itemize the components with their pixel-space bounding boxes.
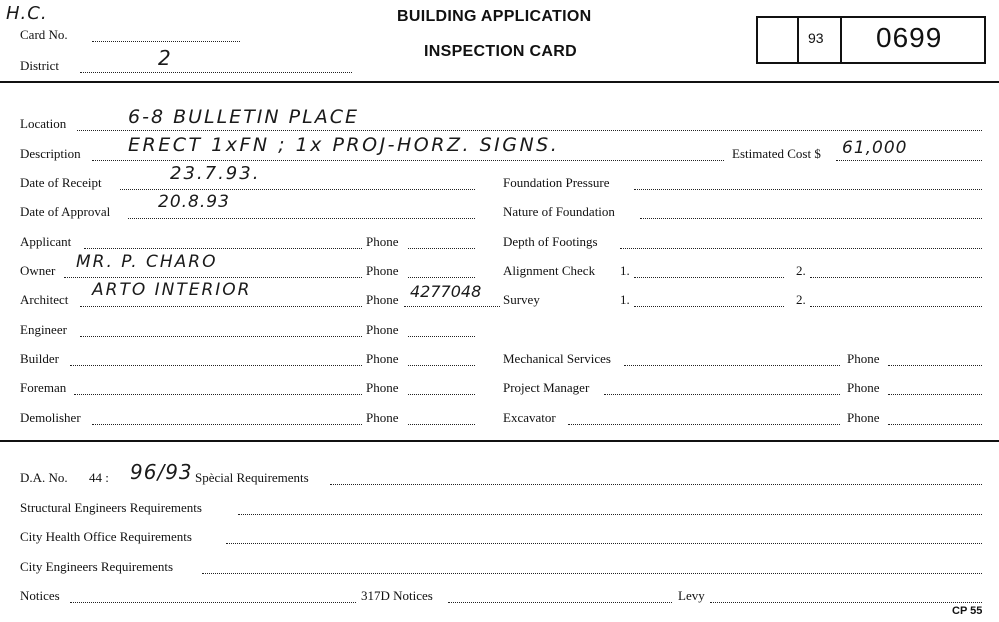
- levy-field[interactable]: [710, 602, 982, 603]
- mechanical-services-label: Mechanical Services: [503, 351, 611, 366]
- card-number-box: [756, 16, 986, 64]
- excavator-field[interactable]: [568, 424, 840, 425]
- da-value: 96/93: [130, 460, 193, 484]
- architect-field[interactable]: [80, 306, 362, 307]
- foreman-phone-label: Phone: [366, 380, 399, 395]
- architect-phone-label: Phone: [366, 292, 399, 307]
- description-label: Description: [20, 146, 81, 161]
- excavator-label: Excavator: [503, 410, 556, 425]
- middle-rule: [0, 440, 999, 442]
- demolisher-label: Demolisher: [20, 410, 81, 425]
- estimated-cost-value: 61,000: [842, 138, 908, 158]
- applicant-phone-label: Phone: [366, 234, 399, 249]
- card-number: 0699: [876, 22, 943, 53]
- alignment-check-label: Alignment Check: [503, 263, 596, 278]
- corner-mark: H.C.: [6, 3, 48, 24]
- excavator-phone-field[interactable]: [888, 424, 982, 425]
- applicant-phone-field[interactable]: [408, 248, 475, 249]
- health-requirements-field[interactable]: [226, 543, 982, 544]
- card-no-label: Card No.: [20, 27, 68, 42]
- structural-requirements-label: Structural Engineers Requirements: [20, 500, 202, 515]
- demolisher-field[interactable]: [92, 424, 362, 425]
- engineer-phone-label: Phone: [366, 322, 399, 337]
- location-label: Location: [20, 116, 67, 131]
- form-subtitle: INSPECTION CARD: [424, 43, 577, 60]
- mechanical-services-field[interactable]: [624, 365, 840, 366]
- health-requirements-label: City Health Office Requirements: [20, 529, 192, 544]
- owner-phone-field[interactable]: [408, 277, 475, 278]
- date-of-receipt-field[interactable]: [120, 189, 475, 190]
- date-of-receipt-label: Date of Receipt: [20, 175, 102, 190]
- depth-of-footings-label: Depth of Footings: [503, 234, 598, 249]
- foreman-label: Foreman: [20, 380, 67, 395]
- survey-num-1: 1.: [620, 292, 630, 307]
- excavator-phone-label: Phone: [847, 410, 880, 425]
- applicant-label: Applicant: [20, 234, 72, 249]
- owner-field[interactable]: [64, 277, 362, 278]
- architect-value: ARTO INTERIOR: [92, 280, 252, 300]
- location-field[interactable]: [77, 130, 982, 131]
- date-of-approval-field[interactable]: [128, 218, 475, 219]
- applicant-field[interactable]: [84, 248, 362, 249]
- special-requirements-field[interactable]: [330, 484, 982, 485]
- demolisher-phone-field[interactable]: [408, 424, 475, 425]
- mechanical-services-phone-field[interactable]: [888, 365, 982, 366]
- date-of-approval-value: 20.8.93: [158, 192, 230, 212]
- description-value: ERECT 1xFN ; 1x PROJ-HORZ. SIGNS.: [128, 134, 560, 156]
- district-value: 2: [158, 46, 173, 70]
- architect-phone-value: 4277048: [410, 282, 482, 301]
- builder-field[interactable]: [70, 365, 362, 366]
- district-label: District: [20, 58, 59, 73]
- survey-label: Survey: [503, 292, 540, 307]
- 317d-notices-label: 317D Notices: [361, 588, 433, 603]
- owner-label: Owner: [20, 263, 56, 278]
- footer-code: CP 55: [952, 605, 983, 617]
- foundation-pressure-label: Foundation Pressure: [503, 175, 610, 190]
- location-value: 6-8 BULLETIN PLACE: [128, 106, 359, 128]
- architect-phone-field[interactable]: [404, 306, 500, 307]
- year-code: 93: [808, 30, 824, 46]
- district-field[interactable]: [80, 72, 352, 73]
- structural-requirements-field[interactable]: [238, 514, 982, 515]
- survey-field-2[interactable]: [810, 306, 982, 307]
- owner-phone-label: Phone: [366, 263, 399, 278]
- notices-field[interactable]: [70, 602, 356, 603]
- foundation-pressure-field[interactable]: [634, 189, 982, 190]
- card-no-field[interactable]: [92, 41, 240, 42]
- estimated-cost-field[interactable]: [836, 160, 982, 161]
- project-manager-label: Project Manager: [503, 380, 590, 395]
- builder-phone-field[interactable]: [408, 365, 475, 366]
- foreman-field[interactable]: [74, 394, 362, 395]
- foreman-phone-field[interactable]: [408, 394, 475, 395]
- estimated-cost-label: Estimated Cost $: [732, 146, 821, 161]
- project-manager-field[interactable]: [604, 394, 840, 395]
- survey-field-1[interactable]: [634, 306, 784, 307]
- form-title: BUILDING APPLICATION: [397, 8, 592, 25]
- builder-phone-label: Phone: [366, 351, 399, 366]
- top-rule: [0, 81, 999, 83]
- project-manager-phone-label: Phone: [847, 380, 880, 395]
- levy-label: Levy: [678, 588, 705, 603]
- alignment-check-field-2[interactable]: [810, 277, 982, 278]
- special-requirements-label: Spècial Requirements: [195, 470, 309, 485]
- date-of-approval-label: Date of Approval: [20, 204, 111, 219]
- engineer-label: Engineer: [20, 322, 67, 337]
- project-manager-phone-field[interactable]: [888, 394, 982, 395]
- owner-value: MR. P. CHARO: [76, 252, 218, 272]
- 317d-notices-field[interactable]: [448, 602, 672, 603]
- mechanical-services-phone-label: Phone: [847, 351, 880, 366]
- architect-label: Architect: [20, 292, 69, 307]
- engineer-field[interactable]: [80, 336, 362, 337]
- da-no-label: D.A. No.: [20, 470, 68, 485]
- nature-of-foundation-label: Nature of Foundation: [503, 204, 615, 219]
- alignment-check-field-1[interactable]: [634, 277, 784, 278]
- card-number-divider-2: [840, 16, 842, 62]
- builder-label: Builder: [20, 351, 59, 366]
- city-engineers-requirements-label: City Engineers Requirements: [20, 559, 174, 574]
- survey-num-2: 2.: [796, 292, 806, 307]
- card-number-divider-1: [797, 16, 799, 62]
- date-of-receipt-value: 23.7.93.: [170, 163, 261, 184]
- alignment-check-num-1: 1.: [620, 263, 630, 278]
- description-field[interactable]: [92, 160, 724, 161]
- alignment-check-num-2: 2.: [796, 263, 806, 278]
- nature-of-foundation-field[interactable]: [640, 218, 982, 219]
- engineer-phone-field[interactable]: [408, 336, 475, 337]
- notices-label: Notices: [20, 588, 60, 603]
- depth-of-footings-field[interactable]: [620, 248, 982, 249]
- da-prefix: 44 :: [89, 470, 109, 485]
- demolisher-phone-label: Phone: [366, 410, 399, 425]
- city-engineers-requirements-field[interactable]: [202, 573, 982, 574]
